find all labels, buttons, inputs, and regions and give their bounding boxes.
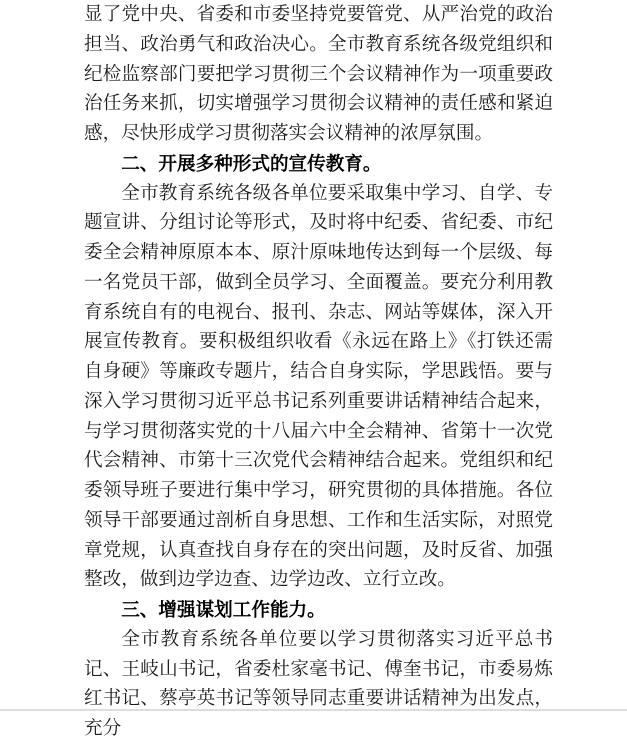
document-paragraph: 全市教育系统各单位要以学习贯彻落实习近平总书记、王岐山书记，省委杜家毫书记、傅奎书记，市委易炼红书记、蔡亭英书记等领导同志重要讲话精神为出发点，充分	[84, 628, 553, 739]
document-paragraph: 全市教育系统各级各单位要采取集中学习、自学、专题宣讲、分组讨论等形式，及时将中纪委、省纪委、市纪委全会精神原原本本、原汁原味地传达到每一个层级、每一名党员干部，做到全员学习、全面覆盖。要充分利用教育系统自有的电视台、报刊、杂志、网站等媒体，深入开展宣传教育。要积极组织收看《永远在路上》《打铁还需自身硬》等廉政专题片，结合自身实际，学思践悟。要与深入学习贯彻习近平总书记系列重要讲话精神结合起来，与学习贯彻落实党的十八届六中全会精神、省第十一次党代会精神、市第十三次党代会精神结合起来。党组织和纪委领导班子要进行集中学习，研究贯彻的具体措施。各位领导干部要通过剖析自身思想、工作和生活实际，对照党章党规，认真查找自身存在的突出问题，及时反省、加强整改，做到边学边查、边学边改、立行立改。	[84, 182, 553, 591]
section-heading-3: 三、增强谋划工作能力。	[121, 599, 326, 620]
document-text-column	[84, 0, 553, 744]
document-paragraph: 显了党中央、省委和市委坚持党要管党、从严治党的政治担当、政治勇气和政治决心。全市教育系统各级党组织和纪检监察部门要把学习贯彻三个会议精神作为一项重要政治任务来抓，切实增强学习贯彻会议精神的责任感和紧迫感，尽快形成学习贯彻落实会议精神的浓厚氛围。	[84, 4, 553, 144]
page-bottom-edge	[0, 709, 627, 711]
section-heading-2: 二、开展多种形式的宣传教育。	[121, 152, 382, 174]
